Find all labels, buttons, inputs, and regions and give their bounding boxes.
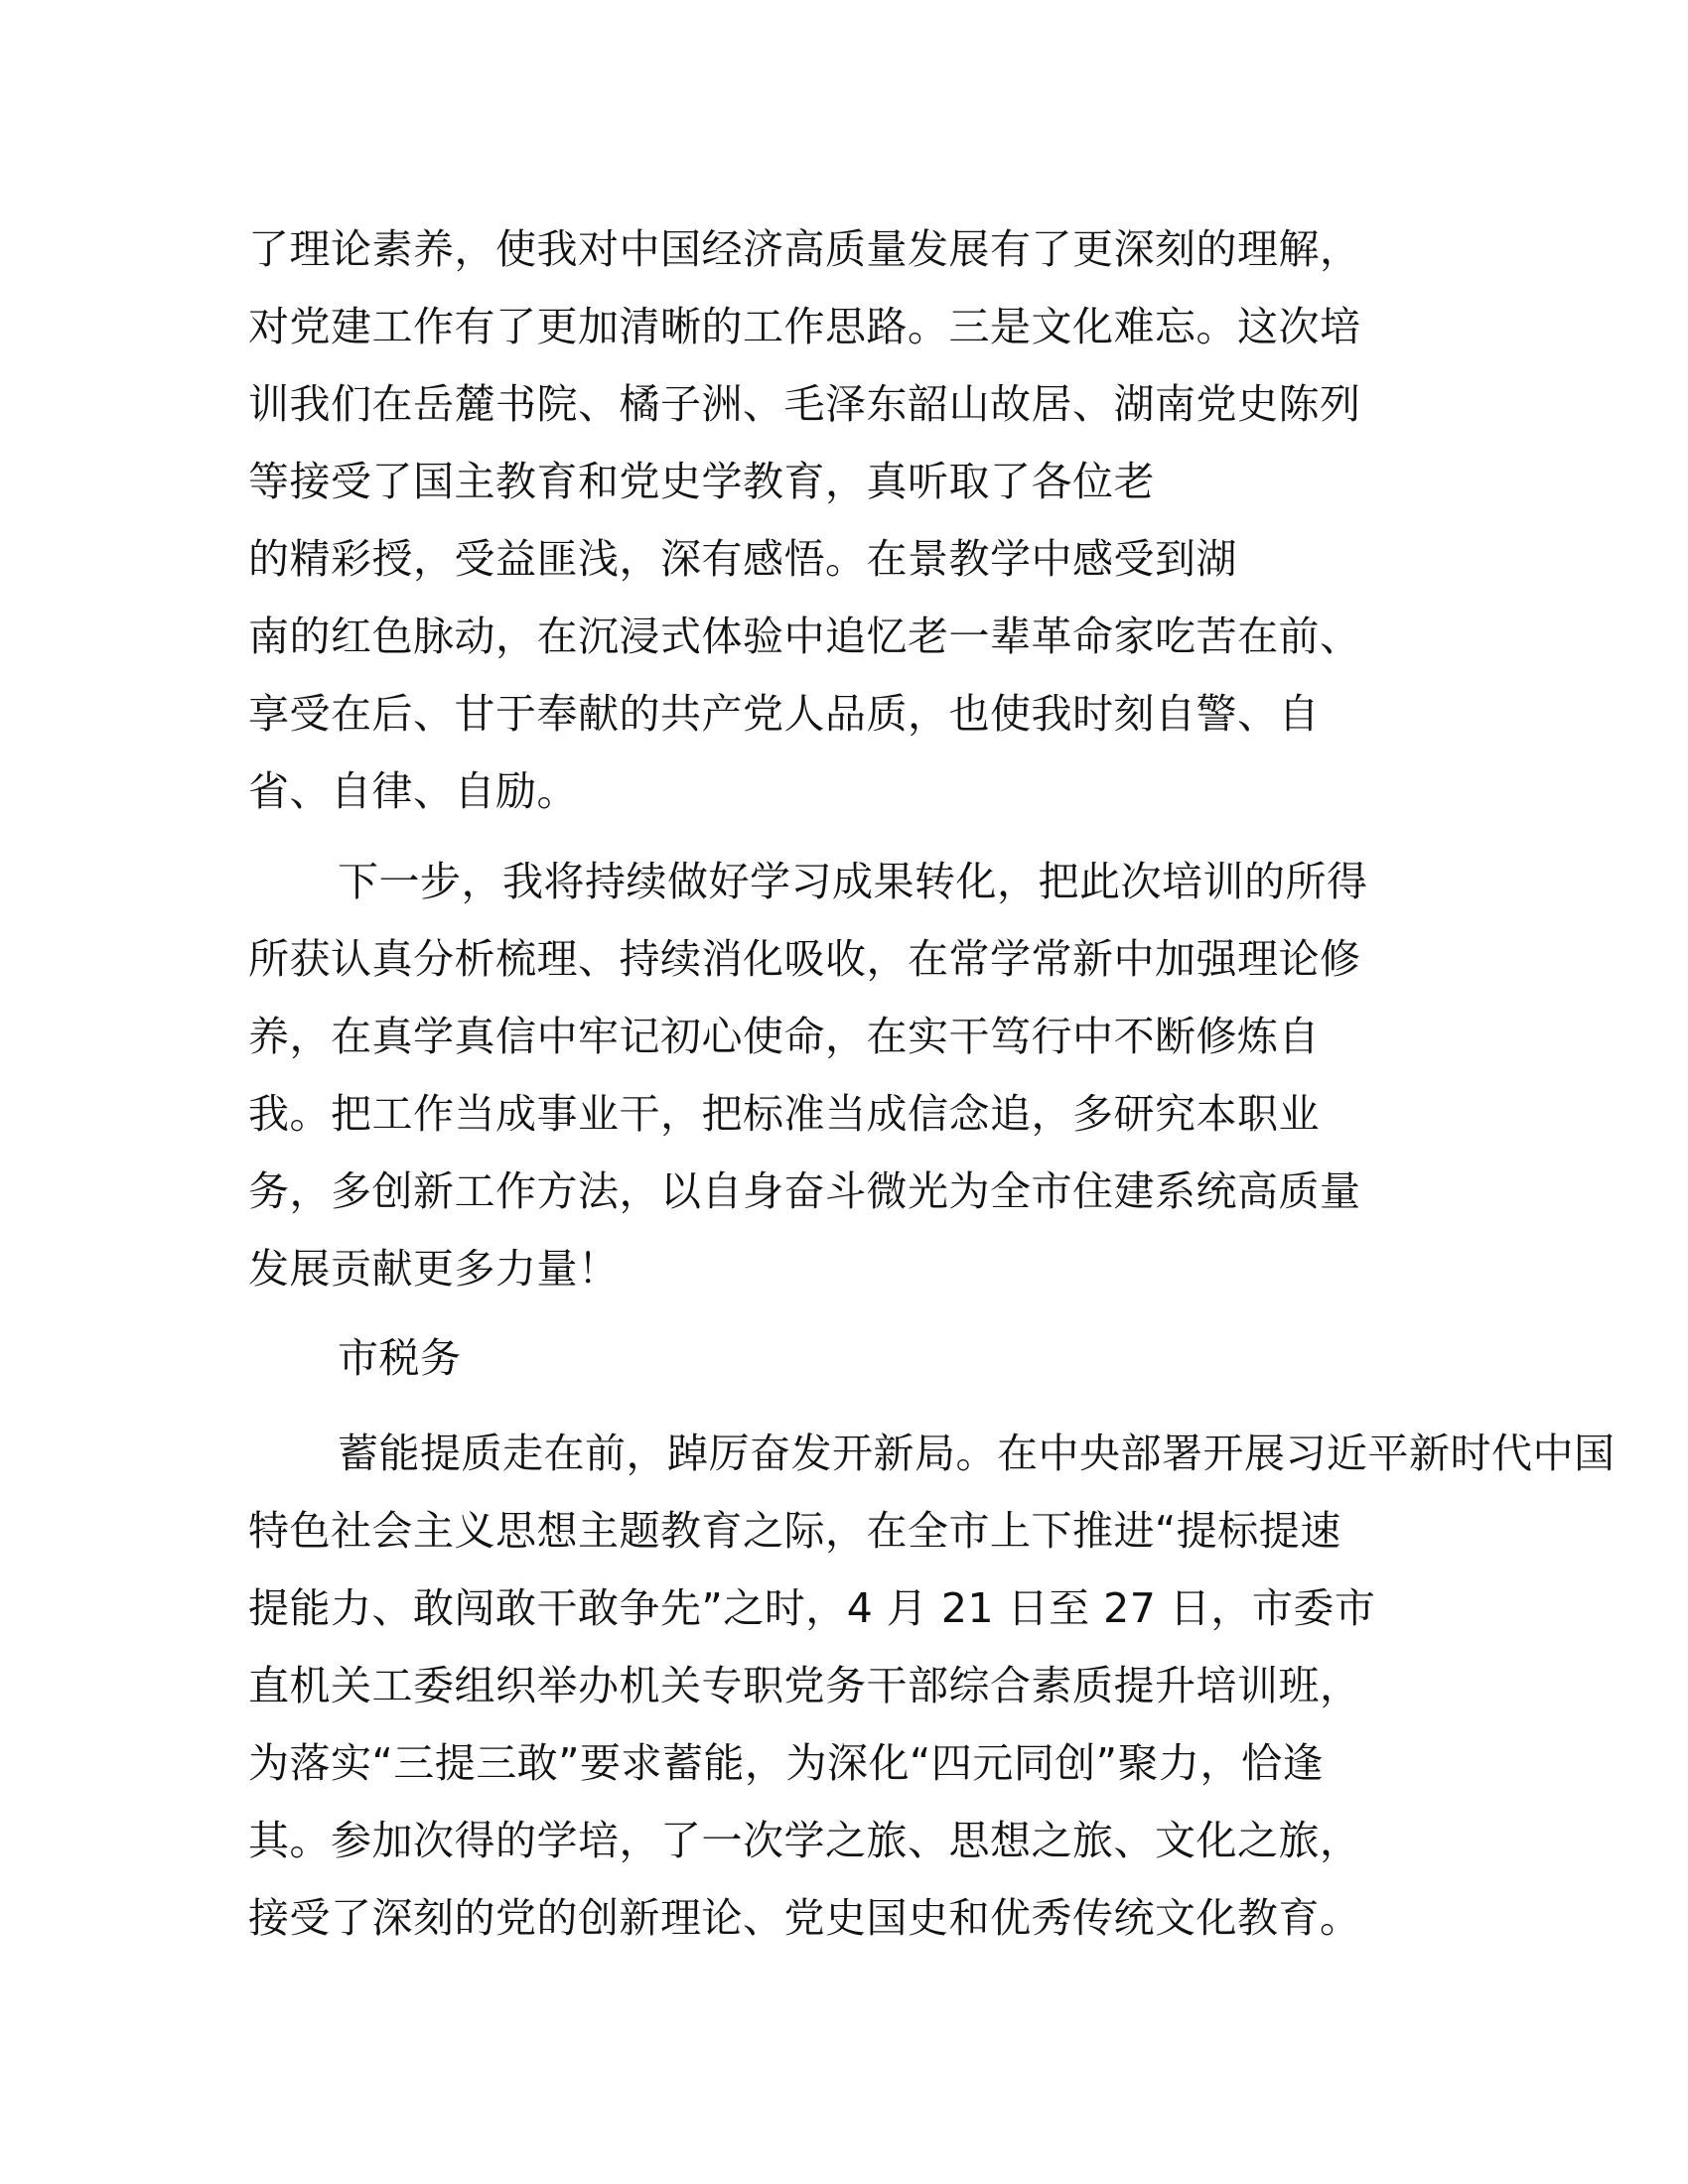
text-line: 省、自律、自励。	[248, 767, 578, 815]
text-line: 养，在真学真信中牢记初心使命，在实干笃行中不断修炼自	[248, 1013, 1320, 1060]
text-line: 为落实“三提三敢”要求蓄能，为深化“四元同创”聚力，恰逢	[248, 1739, 1324, 1787]
text-line: 直机关工委组织举办机关专职党务干部综合素质提升培训班，	[248, 1662, 1361, 1709]
text-line: 了理论素养，使我对中国经济高质量发展有了更深刻的理解，	[248, 225, 1361, 273]
text-line: 享受在后、甘于奉献的共产党人品质，也使我时刻自警、自	[248, 690, 1320, 738]
text-line: 其。参加次得的学培，了一次学之旅、思想之旅、文化之旅，	[248, 1817, 1361, 1864]
text-line: 特色社会主义思想主题教育之际，在全市上下推进“提标提速	[248, 1507, 1341, 1555]
text-line: 对党建工作有了更加清晰的工作思路。三是文化难忘。这次培	[248, 303, 1361, 350]
section-heading: 市税务	[338, 1334, 462, 1382]
paragraph-start: 下一步，我将持续做好学习成果转化，把此次培训的所得	[338, 858, 1368, 905]
text-line: 的精彩授，受益匪浅，深有感悟。在景教学中感受到湖	[248, 535, 1237, 583]
paragraph-start: 蓄能提质走在前，踔厉奋发开新局。在中央部署开展习近平新时代中国	[338, 1430, 1616, 1477]
text-line: 提能力、敢闯敢干敢争先”之时，4 月 21 日至 27 日，市委市	[248, 1584, 1376, 1632]
text-line: 发展贡献更多力量！	[248, 1245, 620, 1293]
text-line: 训我们在岳麓书院、橘子洲、毛泽东韶山故居、湖南党史陈列	[248, 380, 1361, 428]
text-line: 务，多创新工作方法，以自身奋斗微光为全市住建系统高质量	[248, 1167, 1361, 1215]
text-line: 接受了深刻的党的创新理论、党史国史和优秀传统文化教育。	[248, 1894, 1361, 1942]
text-line: 我。把工作当成事业干，把标准当成信念追，多研究本职业	[248, 1090, 1320, 1138]
text-line: 南的红色脉动，在沉浸式体验中追忆老一辈革命家吃苦在前、	[248, 613, 1361, 660]
text-line: 所获认真分析梳理、持续消化吸收，在常学常新中加强理论修	[248, 935, 1361, 983]
text-line: 等接受了国主教育和党史学教育，真听取了各位老	[248, 458, 1155, 505]
